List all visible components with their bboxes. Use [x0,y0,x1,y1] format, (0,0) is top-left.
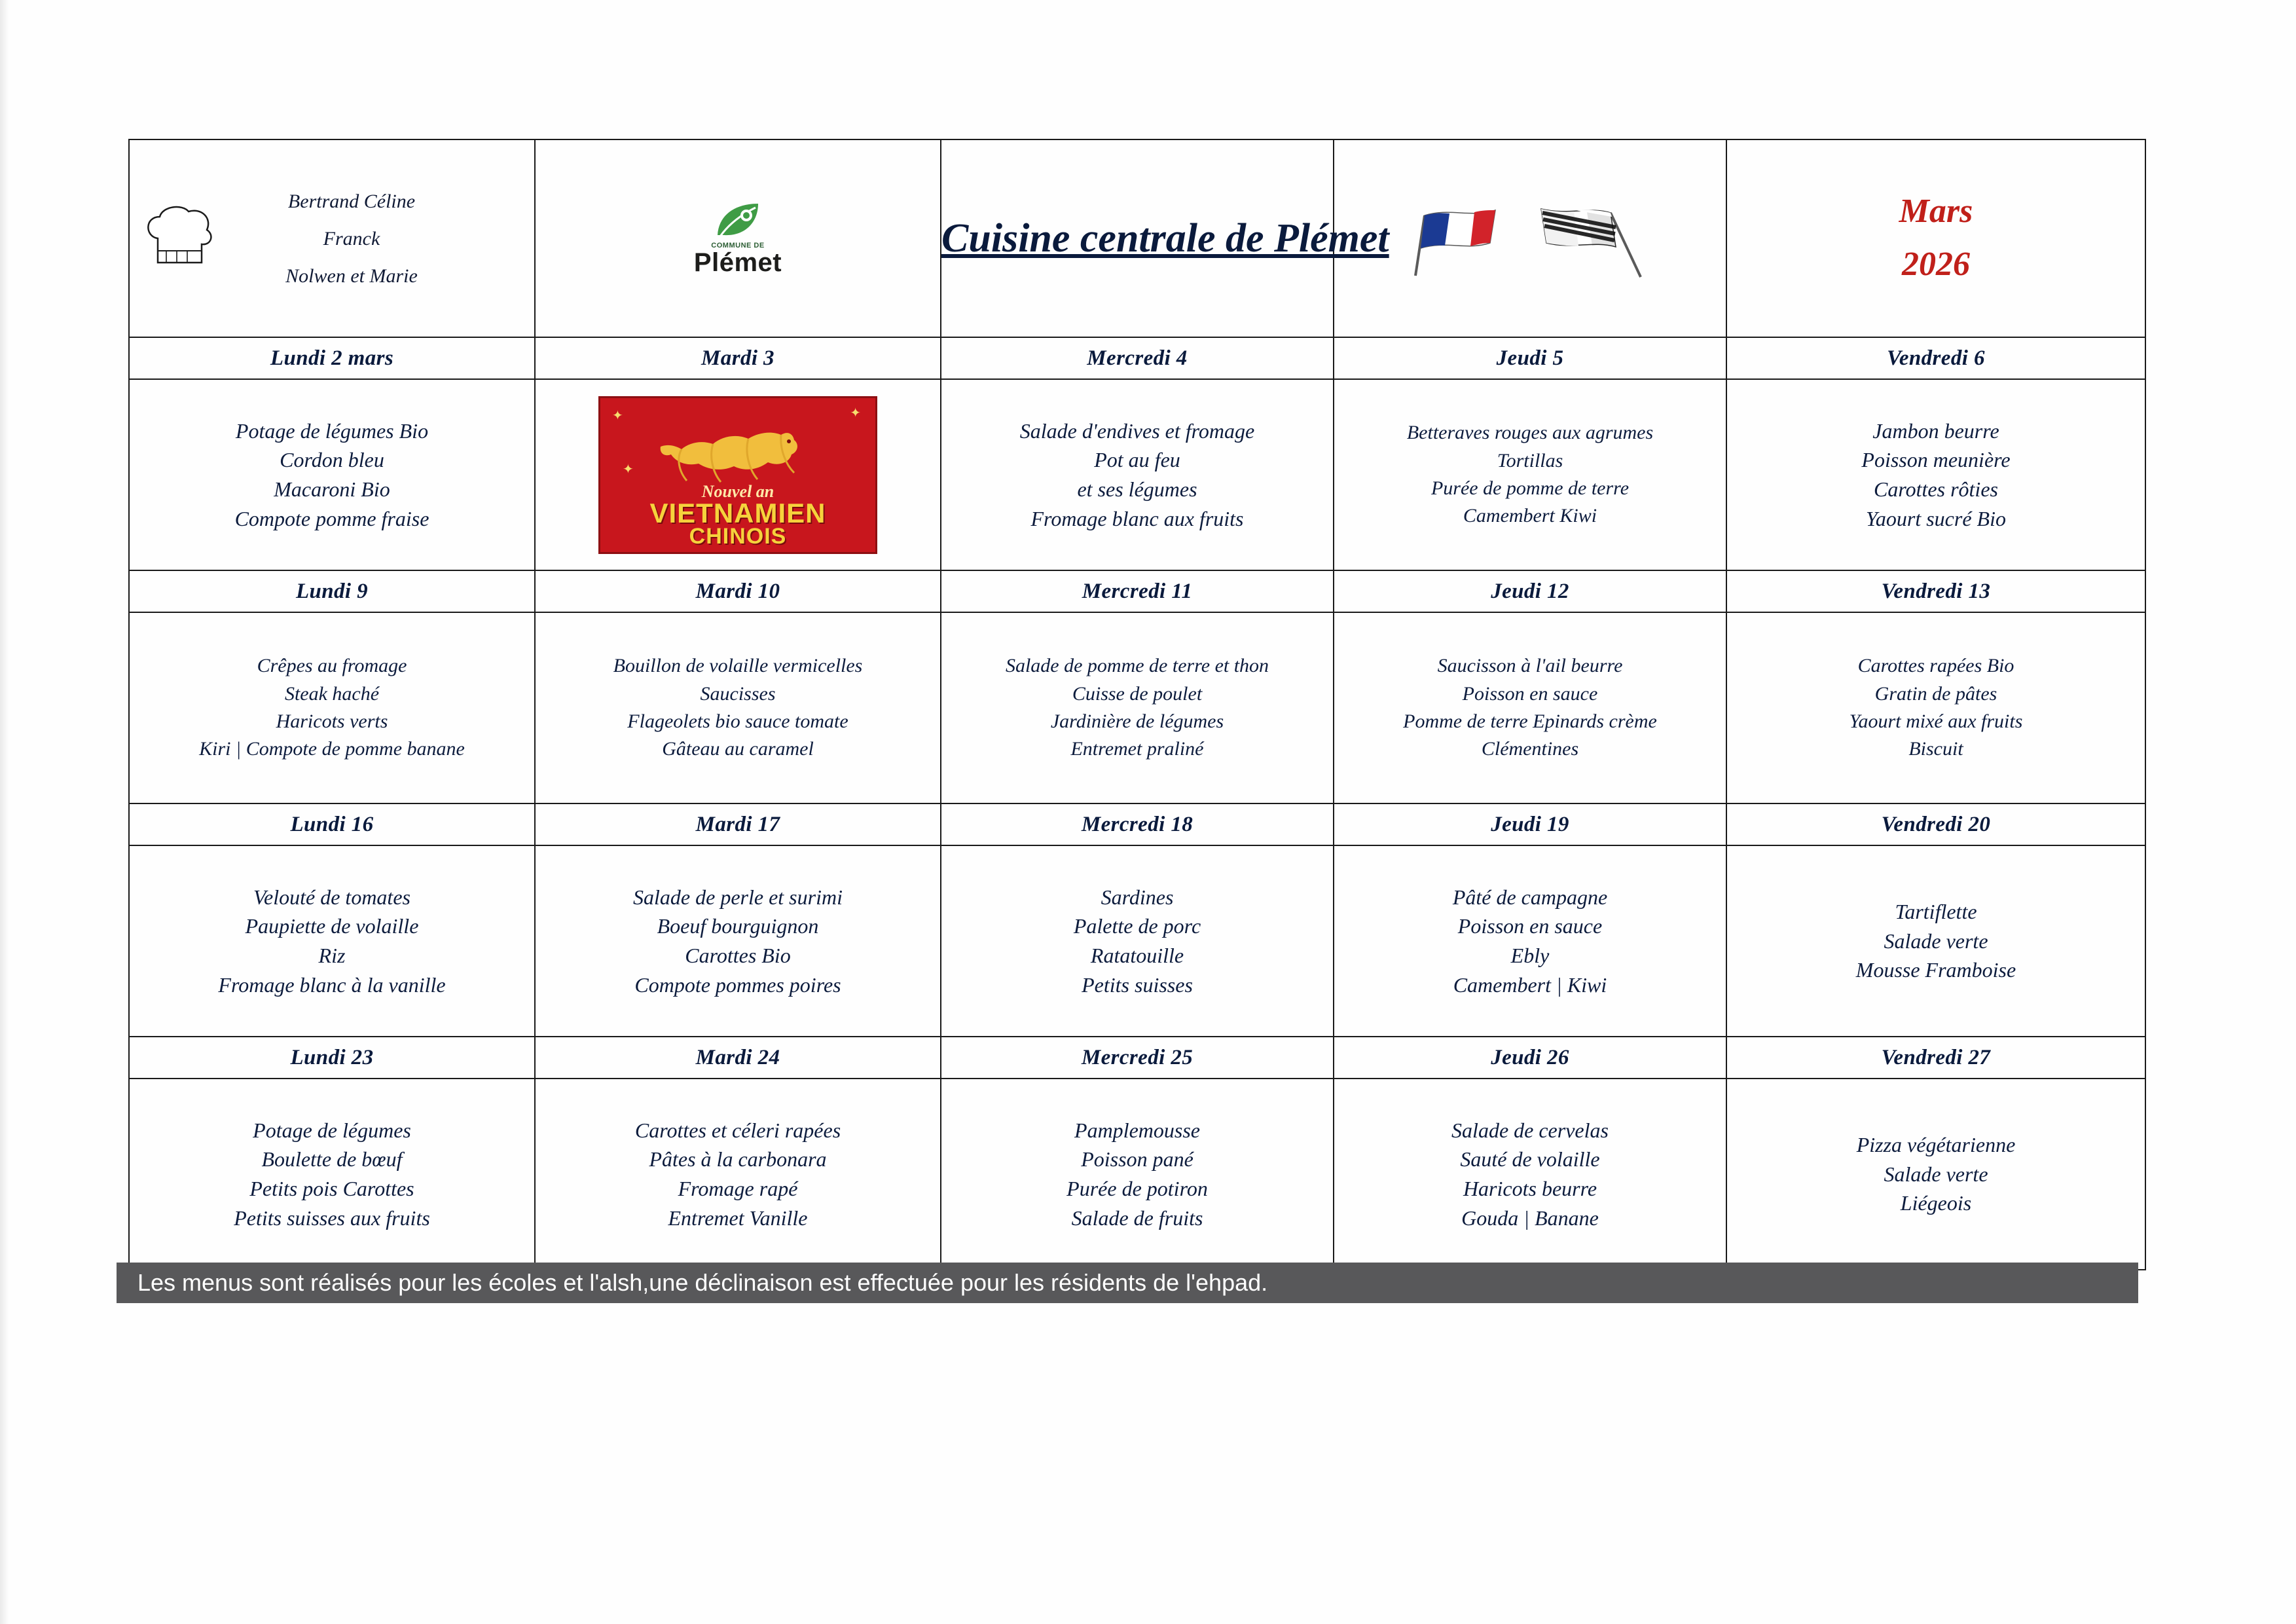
commune-logo-name: Plémet [693,248,782,277]
day-header-lundi-2: Lundi 2 mars [129,337,535,379]
staff-line-3: Nolwen et Marie [285,265,418,287]
meal-item: Purée de pomme de terre [1430,477,1630,499]
month-year-cell [1726,139,2145,337]
day-header-row [129,570,2145,612]
day-header-mercredi-18: Mercredi 18 [941,803,1334,845]
meal-item: Velouté de tomates [253,885,410,909]
day-header-jeudi-5: Jeudi 5 [1334,337,1726,379]
meal-item: Flageolets bio sauce tomate [627,710,848,732]
meal-item: Petits suisses aux fruits [234,1206,430,1230]
poster-line-3: CHINOIS [689,523,787,549]
meal-cell-lundi-2 [129,379,535,570]
meal-item: Paupiette de volaille [245,914,419,938]
meal-cell-mardi-17 [535,845,941,1037]
year-label: 2026 [1902,246,1970,283]
meal-cell-lundi-9 [129,612,535,803]
meal-item: Salade d'endives et fromage [1019,418,1255,443]
day-header-mardi-24: Mardi 24 [535,1037,941,1079]
meal-cell-jeudi-12 [1334,612,1726,803]
month-label: Mars [1899,193,1973,231]
day-header-vendredi-20: Vendredi 20 [1726,803,2145,845]
day-header-jeudi-26: Jeudi 26 [1334,1037,1726,1079]
day-header-vendredi-27: Vendredi 27 [1726,1037,2145,1079]
meal-cell-vendredi-27 [1726,1079,2145,1270]
meal-item: Biscuit [1908,738,1963,760]
chinese-new-year-poster-image [598,396,877,554]
meal-item: Fromage blanc aux fruits [1030,506,1244,530]
meal-item: Carottes et céleri rapées [634,1118,841,1142]
meal-item: Saucisses [700,682,776,705]
day-header-vendredi-6: Vendredi 6 [1726,337,2145,379]
day-header-vendredi-13: Vendredi 13 [1726,570,2145,612]
meal-cell-jeudi-26 [1334,1079,1726,1270]
leaf-icon [712,200,763,240]
meal-item: Jardinière de légumes [1050,710,1224,732]
meal-item: Compote pommes poires [634,972,841,997]
commune-logo-sub: COMMUNE DE [711,241,765,249]
day-header-lundi-23: Lundi 23 [129,1037,535,1079]
meal-item: Petits pois Carottes [249,1177,414,1200]
poster-line-1: Nouvel an [701,481,774,501]
meal-item: Liégeois [1900,1191,1972,1215]
meal-item: Sauté de volaille [1460,1147,1600,1172]
sparkle-icon: ✦ [612,408,623,423]
meal-item: Haricots verts [276,710,388,732]
scan-edge [0,0,9,1624]
meal-item: Salade de pomme de terre et thon [1005,655,1269,677]
meal-item: Riz [318,944,346,967]
meal-item: Camembert Kiwi [1463,505,1597,527]
meal-item: Salade de cervelas [1451,1118,1609,1142]
meal-cell-mardi-24 [535,1079,941,1270]
meal-item: Salade de perle et surimi [633,885,843,909]
sparkle-icon: ✦ [623,462,634,477]
meal-item: Gratin de pâtes [1874,682,1997,705]
meal-cell-jeudi-5 [1334,379,1726,570]
day-header-mercredi-4: Mercredi 4 [941,337,1334,379]
day-header-mardi-10: Mardi 10 [535,570,941,612]
meal-item: Tortillas [1497,449,1563,471]
sparkle-icon: ✦ [850,405,861,420]
meal-row [129,1079,2145,1270]
meal-row [129,379,2145,570]
day-header-jeudi-12: Jeudi 12 [1334,570,1726,612]
breton-flag-icon [1512,196,1650,281]
staff-cell [129,139,535,337]
meal-item: Pâté de campagne [1452,885,1608,909]
meal-item: Poisson en sauce [1457,914,1603,938]
meal-cell-mardi-10 [535,612,941,803]
meal-item: Betteraves rouges aux agrumes [1406,422,1654,444]
meal-row [129,845,2145,1037]
meal-cell-lundi-16 [129,845,535,1037]
day-header-mardi-3: Mardi 3 [535,337,941,379]
meal-item: Potage de légumes [253,1118,411,1142]
meal-cell-jeudi-19 [1334,845,1726,1037]
meal-item: Jambon beurre [1872,418,1999,443]
meal-cell-vendredi-13 [1726,612,2145,803]
meal-item: Petits suisses [1082,972,1193,997]
day-header-jeudi-19: Jeudi 19 [1334,803,1726,845]
meal-item: Salade verte [1884,1162,1988,1186]
monthly-menu-table [128,139,2146,1270]
meal-item: Tartiflette [1895,900,1977,924]
meal-item: Clémentines [1481,738,1579,760]
meal-cell-lundi-23 [129,1079,535,1270]
meal-item: Palette de porc [1073,914,1201,938]
day-header-mardi-17: Mardi 17 [535,803,941,845]
day-header-lundi-9: Lundi 9 [129,570,535,612]
meal-cell-mercredi-18 [941,845,1334,1037]
meal-item: Carottes rapées Bio [1857,655,2014,677]
meal-item: Camembert | Kiwi [1453,972,1607,997]
day-header-row [129,1037,2145,1079]
meal-item: Boulette de bœuf [261,1147,403,1172]
meal-item: Entremet praliné [1070,738,1204,760]
staff-line-2: Franck [323,227,380,249]
day-header-row [129,337,2145,379]
meal-item: Fromage blanc à la vanille [218,972,446,997]
meal-item: Carottes rôties [1874,477,1998,501]
meal-item: Cuisse de poulet [1072,682,1203,705]
meal-item: Entremet Vanille [668,1206,808,1230]
day-header-mercredi-25: Mercredi 25 [941,1037,1334,1079]
meal-item: Ebly [1510,944,1550,967]
meal-cell-vendredi-6 [1726,379,2145,570]
meal-item: Ratatouille [1090,944,1184,967]
day-header-row [129,803,2145,845]
flags-cell [1334,139,1726,337]
meal-item: Pâtes à la carbonara [649,1147,827,1172]
meal-item: Poisson meunière [1861,448,2011,472]
commune-logo-cell [535,139,941,337]
meal-item: Bouillon de volaille vermicelles [613,655,863,677]
meal-item: Kiri | Compote de pomme banane [199,738,465,760]
meal-item: Poisson pané [1081,1147,1194,1172]
meal-item: Cordon bleu [280,448,384,472]
meal-item: Carottes Bio [685,944,791,967]
meal-cell-vendredi-20 [1726,845,2145,1037]
meal-item: Pamplemousse [1074,1118,1200,1142]
meal-item: Compote pomme fraise [234,506,429,530]
meal-item: et ses légumes [1077,477,1197,501]
meal-item: Saucisson à l'ail beurre [1437,655,1623,677]
meal-item: Macaroni Bio [274,477,390,501]
meal-row [129,612,2145,803]
meal-item: Yaourt sucré Bio [1866,506,2006,530]
meal-item: Fromage rapé [678,1177,798,1200]
meal-cell-mercredi-4 [941,379,1334,570]
meal-cell-mercredi-11 [941,612,1334,803]
document-header-row [129,139,2145,337]
day-header-mercredi-11: Mercredi 11 [941,570,1334,612]
day-header-lundi-16: Lundi 16 [129,803,535,845]
footer-note-text: Les menus sont réalisés pour les écoles et l'alsh,une déclinaison est effectuée pour les résidents de l'ehpad. [137,1269,1268,1296]
meal-item: Steak haché [284,682,380,705]
meal-item: Salade de fruits [1071,1206,1203,1230]
meal-item: Haricots beurre [1463,1177,1597,1200]
meal-cell-mardi-3 [535,379,941,570]
page-title: Cuisine centrale de Plémet [941,139,1334,337]
meal-item: Mousse Framboise [1855,958,2016,982]
meal-item: Boeuf bourguignon [657,914,819,938]
meal-item: Crêpes au fromage [257,655,407,677]
meal-item: Purée de potiron [1066,1177,1208,1200]
meal-item: Pot au feu [1094,448,1180,472]
poster-line-2: VIETNAMIEN [649,497,826,528]
meal-item: Poisson en sauce [1462,682,1598,705]
meal-item: Pomme de terre Epinards crème [1403,710,1657,732]
meal-item: Potage de légumes Bio [235,418,429,443]
meal-item: Gâteau au caramel [662,738,814,760]
meal-item: Yaourt mixé aux fruits [1849,710,2023,732]
meal-cell-mercredi-25 [941,1079,1334,1270]
meal-item: Sardines [1101,885,1174,909]
meal-item: Gouda | Banane [1461,1206,1599,1230]
footer-note-banner [117,1263,2138,1303]
staff-line-1: Bertrand Céline [287,190,416,212]
meal-item: Pizza végétarienne [1856,1133,2016,1157]
chef-hat-icon [141,202,220,274]
meal-item: Salade verte [1884,929,1988,953]
